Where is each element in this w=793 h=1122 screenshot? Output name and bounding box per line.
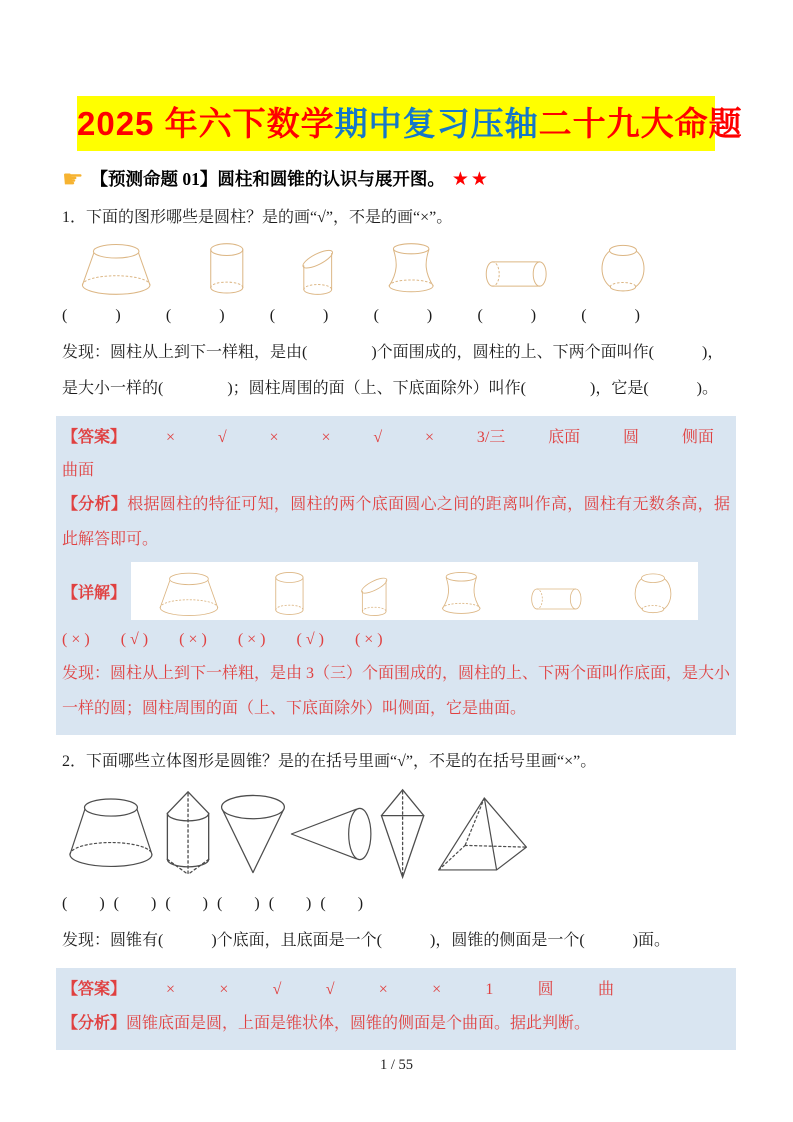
answer-value: ×	[432, 981, 442, 998]
answer-value: √	[325, 981, 335, 998]
q1-answer-block	[56, 416, 736, 735]
answer-value: √	[373, 429, 383, 446]
answer-blank: ( )	[217, 895, 260, 912]
analysis-label: 【分析】	[62, 1015, 127, 1032]
answer-blank: ( )	[373, 307, 433, 324]
q1-discover-line-1: 发现：圆柱从上到下一样粗，是由( )个面围成的，圆柱的上、下两个面叫作( )，	[62, 344, 724, 361]
q1-answer-wrap: 曲面	[62, 462, 95, 479]
q2-answer-block	[56, 968, 736, 1050]
q2-answer-row	[62, 973, 730, 1006]
spool-shape	[385, 242, 437, 296]
q2-blank-row	[62, 891, 730, 917]
cylinder-with-cone-top-shape	[158, 786, 218, 882]
barrel-shape	[630, 571, 676, 617]
title-banner	[77, 96, 743, 151]
detail-mark: ( × )	[179, 631, 207, 648]
answer-blank: ( )	[581, 307, 640, 324]
q1-shape-row	[74, 240, 650, 296]
q1-answer-row	[62, 421, 730, 454]
sideways-cone-shape	[288, 801, 375, 867]
q1-detail-row	[62, 562, 730, 620]
answer-value: 圆	[537, 981, 554, 998]
answer-blank: ( )	[477, 307, 537, 324]
detail-mark: ( × )	[354, 631, 383, 648]
answer-blank: ( )	[268, 895, 312, 912]
answer-value: ×	[321, 429, 331, 446]
banner-text-red-2: 二十九大命题	[538, 105, 743, 142]
answer-value: 侧面	[681, 429, 714, 446]
question-1-text: 1．下面的图形哪些是圆柱？是的画“√”，不是的画“×”。	[62, 209, 453, 226]
cylinder-shape	[204, 242, 250, 296]
answer-blank: ( )	[165, 895, 209, 912]
page-number-text: 1 / 55	[379, 1057, 414, 1073]
answer-label: 【答案】	[62, 981, 127, 998]
analysis-label: 【分析】	[62, 496, 128, 513]
answer-value: 1	[485, 981, 494, 998]
spool-shape	[439, 571, 484, 617]
answer-value: √	[217, 429, 227, 446]
horizontal-cylinder-shape	[483, 257, 551, 291]
answer-value: √	[272, 981, 282, 998]
detail-mark: ( √ )	[120, 631, 149, 648]
section-heading	[62, 166, 730, 191]
q2-analysis	[62, 1006, 730, 1041]
q2-shape-row	[64, 784, 532, 884]
answer-value: ×	[166, 429, 176, 446]
horizontal-cylinder-shape	[529, 585, 585, 613]
pyramid-shape	[430, 791, 532, 877]
answer-value: 3/三	[476, 429, 506, 446]
answer-value: ×	[378, 981, 388, 998]
detail-mark: ( √ )	[296, 631, 324, 648]
answer-value: ×	[166, 981, 176, 998]
q1-answer-discover: 发现：圆柱从上到下一样粗，是由 3（三）个面围成的，圆柱的上、下两个面叫作底面，是大小一样的圆；圆柱周围的面（上、下底面除外）叫侧面，它是曲面。	[62, 665, 731, 717]
frustum-shape	[74, 242, 158, 296]
q1-analysis	[62, 487, 730, 557]
detail-mark: ( × )	[237, 631, 266, 648]
answer-blank: ( )	[113, 895, 157, 912]
answer-label: 【答案】	[62, 429, 127, 446]
inverted-cone-shape	[218, 790, 288, 878]
answer-blank: ( )	[62, 307, 121, 324]
answer-value: 曲	[597, 981, 614, 998]
q2-discover-line: 发现：圆锥有( )个底面，且底面是一个( )，圆锥的侧面是一个( )面。	[62, 932, 670, 949]
barrel-shape	[596, 242, 650, 296]
q1-blank-row	[62, 303, 640, 329]
banner-text-red-1: 2025 年六下数学	[77, 105, 335, 142]
double-cone-shape	[375, 785, 430, 883]
answer-value: 底面	[548, 429, 581, 446]
banner-text-blue: 期中复习压轴	[334, 105, 539, 142]
frustum-shape	[64, 793, 158, 875]
q2-answer-values	[126, 973, 730, 1006]
analysis-text: 根据圆柱的特征可知，圆柱的两个底面圆心之间的距离叫作高，圆柱有无数条高，据此解答即可。	[62, 496, 730, 548]
answer-blank: ( )	[165, 307, 225, 324]
answer-value: ×	[424, 429, 434, 446]
frustum-shape	[153, 571, 225, 617]
answer-blank: ( )	[269, 307, 329, 324]
q1-answer-values	[126, 421, 730, 454]
answer-value: ×	[269, 429, 279, 446]
q1-detail-marks-row	[62, 624, 730, 656]
question-2-text: 2．下面哪些立体图形是圆锥？是的在括号里画“√”，不是的在括号里画“×”。	[62, 753, 597, 770]
answer-value: ×	[219, 981, 229, 998]
analysis-text: 圆锥底面是圆，上面是锥状体，圆锥的侧面是个曲面。据此判断。	[126, 1015, 591, 1032]
answer-value: 圆	[623, 429, 640, 446]
answer-blank: ( )	[320, 895, 364, 912]
q1-detail-shape-strip	[131, 562, 698, 620]
pointing-finger-icon: ☛	[62, 164, 84, 193]
q1-discover-line-2: 是大小一样的( )；圆柱周围的面（上、下底面除外）叫作( )，它是( )。	[62, 380, 718, 397]
difficulty-stars-icon: ★★	[451, 167, 490, 190]
section-title: 【预测命题 01】圆柱和圆锥的认识与展开图。	[90, 169, 445, 189]
detail-label: 【详解】	[62, 584, 127, 602]
answer-blank: ( )	[62, 895, 105, 912]
oblique-cylinder-shape	[294, 242, 340, 296]
cylinder-shape	[270, 571, 309, 617]
page-number	[0, 1057, 793, 1074]
detail-mark: ( × )	[62, 631, 90, 648]
oblique-cylinder-shape	[354, 571, 393, 617]
